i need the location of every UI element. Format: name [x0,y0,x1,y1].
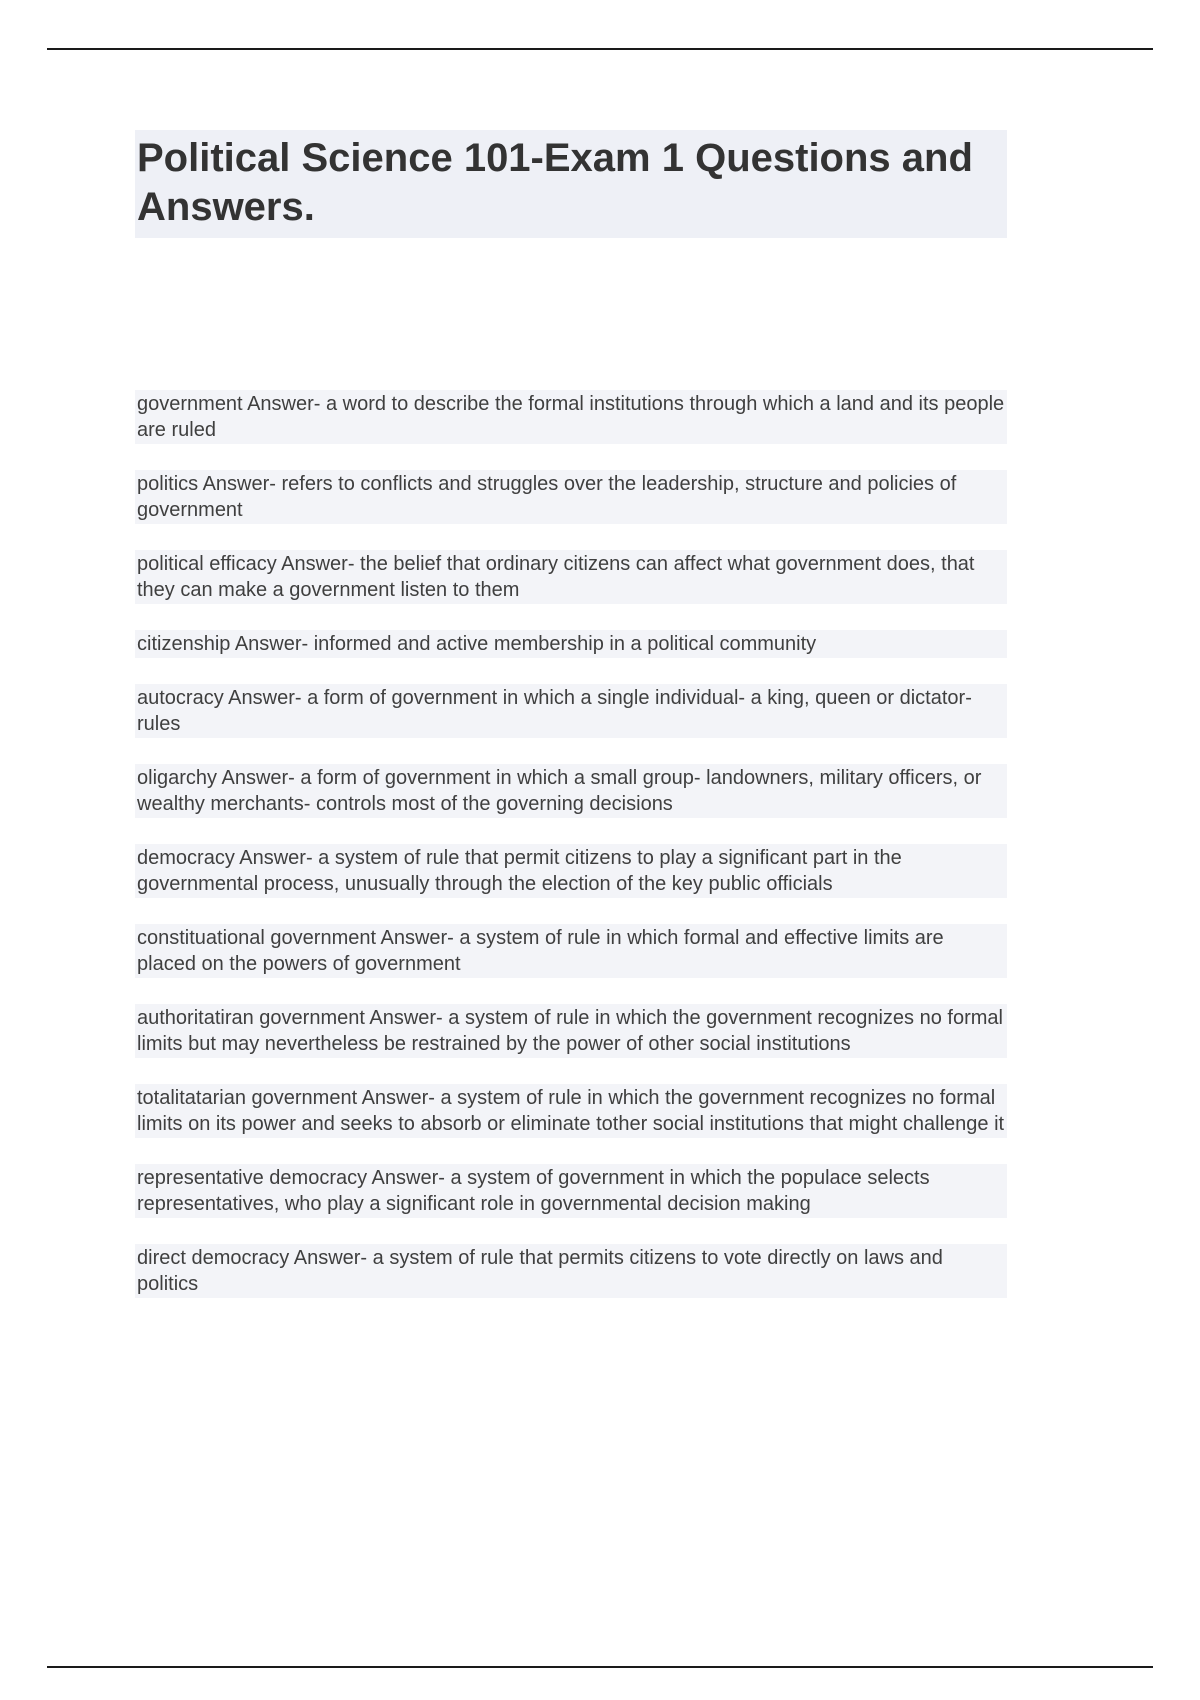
qa-item-autocracy: autocracy Answer- a form of government in which a single individual- a king, queen or dictator- rules [135,684,1007,738]
qa-item-oligarchy: oligarchy Answer- a form of government in which a small group- landowners, military officers, or wealthy merchants- controls most of the governing decisions [135,764,1007,818]
qa-item-direct-democracy: direct democracy Answer- a system of rule that permits citizens to vote directly on laws and politics [135,1244,1007,1298]
qa-item-politics: politics Answer- refers to conflicts and struggles over the leadership, structure and policies of government [135,470,1007,524]
page-title: Political Science 101-Exam 1 Questions and Answers. [135,130,1007,238]
qa-item-constitutional-government: constituational government Answer- a system of rule in which formal and effective limits are placed on the powers of government [135,924,1007,978]
bottom-rule [47,1666,1153,1668]
page-content [135,130,1007,1324]
qa-list [135,390,1007,1298]
qa-item-authoritarian-government: authoritatiran government Answer- a system of rule in which the government recognizes no formal limits but may nevertheless be restrained by the power of other social institutions [135,1004,1007,1058]
qa-item-representative-democracy: representative democracy Answer- a system of government in which the populace selects representatives, who play a significant role in governmental decision making [135,1164,1007,1218]
qa-item-citizenship: citizenship Answer- informed and active membership in a political community [135,630,1007,658]
qa-item-totalitarian-government: totalitatarian government Answer- a system of rule in which the government recognizes no formal limits on its power and seeks to absorb or eliminate tother social institutions that might challenge it [135,1084,1007,1138]
top-rule [47,48,1153,50]
qa-item-democracy: democracy Answer- a system of rule that permit citizens to play a significant part in the governmental process, unusually through the election of the key public officials [135,844,1007,898]
qa-item-government: government Answer- a word to describe the formal institutions through which a land and its people are ruled [135,390,1007,444]
qa-item-political-efficacy: political efficacy Answer- the belief that ordinary citizens can affect what government does, that they can make a government listen to them [135,550,1007,604]
